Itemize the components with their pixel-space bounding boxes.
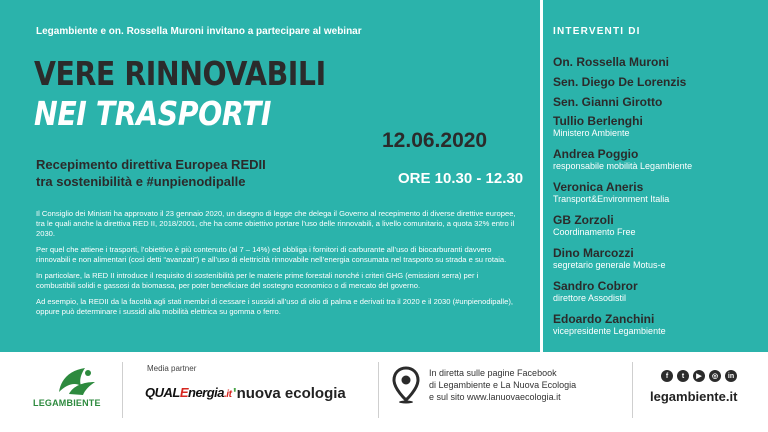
speaker — [553, 75, 765, 89]
footer-divider — [632, 362, 633, 418]
speaker-role: responsabile mobilità Legambiente — [553, 161, 693, 171]
speaker-name: GB Zorzoli — [553, 213, 614, 227]
speaker-name: Sen. Gianni Girotto — [553, 95, 663, 109]
live-stream-line: In diretta sulle pagine Facebook — [429, 368, 557, 378]
speakers-heading: INTERVENTI DI — [553, 26, 641, 37]
live-stream-line: e sul sito www.lanuovaecologia.it — [429, 392, 561, 402]
speaker-name: Edoardo Zanchini — [553, 312, 655, 326]
speaker — [553, 213, 765, 238]
speaker — [553, 55, 765, 69]
speaker-name: Dino Marcozzi — [553, 246, 634, 260]
qualenergia-logo — [145, 385, 231, 400]
speaker — [553, 114, 765, 139]
speaker — [553, 147, 765, 172]
title-line-2: NEI TRASPORTI — [34, 94, 272, 133]
footer-divider — [122, 362, 123, 418]
nuova-ecologia-mark: ' — [233, 385, 237, 402]
speaker-role: Ministero Ambiente — [553, 128, 630, 138]
social-icons — [661, 370, 737, 382]
footer-divider — [378, 362, 379, 418]
speaker — [553, 312, 765, 337]
speaker-role: Coordinamento Free — [553, 227, 636, 237]
qualenergia-text: nergia — [188, 385, 225, 400]
instagram-icon[interactable]: ◎ — [709, 370, 721, 382]
description-paragraph: Ad esempio, la REDII da la facoltà agli stati membri di cessare i sussidi all’uso di olio di palma e derivati tra il 2020 e il 2030 (#unpienodipalle), oppure può determinare i sussidi alla mobilità elettrica su gomma o ferro. — [36, 297, 513, 316]
speaker-role: vicepresidente Legambiente — [553, 326, 666, 336]
live-stream-info — [429, 367, 609, 403]
linkedin-icon[interactable]: in — [725, 370, 737, 382]
speaker-name: Veronica Aneris — [553, 180, 644, 194]
description — [36, 209, 516, 323]
speaker — [553, 95, 765, 109]
description-paragraph: In particolare, la RED II introduce il requisito di sostenibilità per le materie prime forestali nonché i criteri GHG (emissioni serra) per i combustibili solidi e gassosi da biomassa, per poter beneficiare del sostegno economico o di mercato del governo. — [36, 271, 479, 290]
event-time: ORE 10.30 - 12.30 — [398, 170, 524, 187]
legambiente-logo-icon — [55, 364, 99, 396]
subtitle — [36, 156, 266, 190]
description-paragraph: Per quel che attiene i trasporti, l’obiettivo è più contenuto (al 7 – 14%) ed obbliga i fornitori di carburante all’uso di biocarburanti davvero rinnovabili e non alimentari (così detti “avanzati”) e all’uso di elettricità rinnovabile nell’energia consumata nel trasporto su strada e su rotaia. — [36, 245, 507, 264]
speaker-name: Andrea Poggio — [553, 147, 639, 161]
facebook-icon[interactable]: f — [661, 370, 673, 382]
youtube-icon[interactable]: ▶ — [693, 370, 705, 382]
qualenergia-text: E — [179, 385, 189, 400]
qualenergia-text: .it — [224, 389, 232, 400]
speaker-name: Tullio Berlenghi — [553, 114, 643, 128]
speaker — [553, 180, 765, 205]
description-paragraph: Il Consiglio dei Ministri ha approvato il 23 gennaio 2020, un disegno di legge che delega il Governo al recepimento di diverse direttive europee, tra le quali anche la direttiva RED II, 2018/2001, che ha come obiettivo portare l’uso delle rinnovabili, a livello comunitario, a quota 32% entro il 2030. — [36, 209, 516, 238]
event-date: 12.06.2020 — [382, 129, 488, 152]
twitter-icon[interactable]: t — [677, 370, 689, 382]
live-stream-line: di Legambiente e La Nuova Ecologia — [429, 380, 577, 390]
speaker-name: Sandro Cobror — [553, 279, 638, 293]
media-partner-label: Media partner — [147, 364, 197, 373]
speaker — [553, 279, 765, 304]
speaker-name: On. Rossella Muroni — [553, 55, 670, 69]
nuova-ecologia-logo — [233, 385, 346, 402]
subtitle-line-2: tra sostenibilità e #unpienodipalle — [36, 174, 246, 189]
title-line-1: VERE RINNOVABILI — [34, 54, 326, 93]
speaker-role: direttore Assodistil — [553, 293, 627, 303]
column-divider — [540, 0, 543, 352]
legambiente-wordmark: LEGAMBIENTE — [33, 398, 101, 408]
subtitle-line-1: Recepimento direttiva Europea REDII — [36, 157, 266, 172]
speaker — [553, 246, 765, 271]
speaker-role: segretario generale Motus-e — [553, 260, 666, 270]
qualenergia-text: QUAL — [145, 385, 180, 400]
speaker-role: Transport&Environment Italia — [553, 194, 670, 204]
website-link[interactable]: legambiente.it — [650, 389, 738, 404]
nuova-ecologia-text: nuova ecologia — [236, 385, 346, 402]
intro-text: Legambiente e on. Rossella Muroni invitano a partecipare al webinar — [36, 26, 362, 37]
speaker-name: Sen. Diego De Lorenzis — [553, 75, 687, 89]
location-pin-icon — [392, 366, 420, 404]
